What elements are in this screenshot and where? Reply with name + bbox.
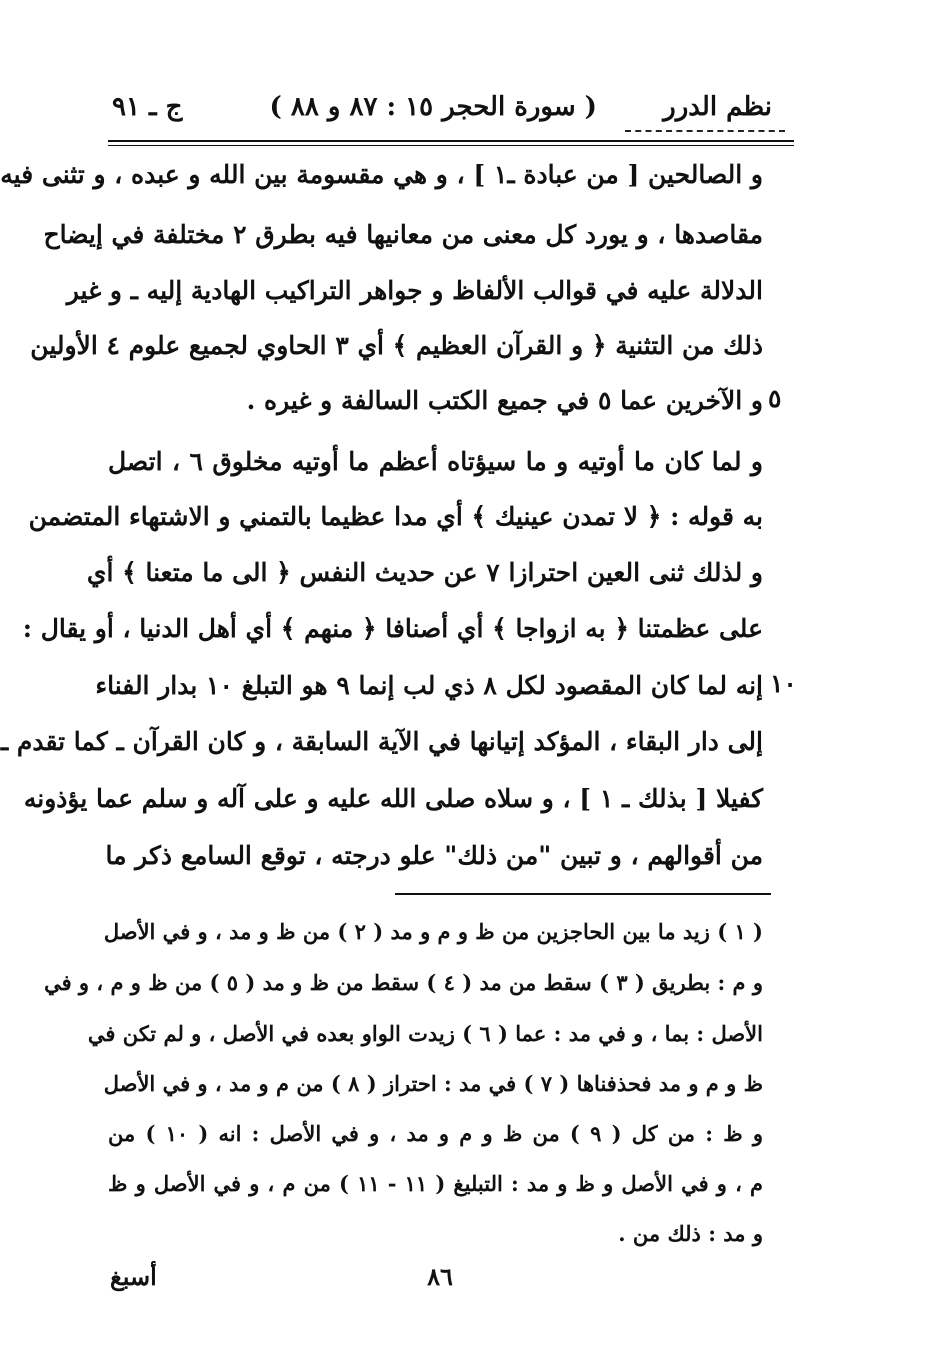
text-line: الدلالة عليه في قوالب الألفاظ و جواهر التراكيب الهادية إليه ـ و غير bbox=[66, 276, 763, 305]
part-number: ج ـ ٩١ bbox=[112, 92, 183, 122]
book-title: نظم الدرر bbox=[663, 92, 772, 122]
footnote-line: و مد : ذلك من . bbox=[618, 1221, 763, 1246]
text-line: على عظمتنا ﴿ به ازواجا ﴾ أي أصنافا ﴿ منهم ﴾ أي أهل الدنيا ، أو يقال : bbox=[22, 614, 763, 643]
text-line: إلى دار البقاء ، المؤكد إتيانها في الآية السابقة ، و كان القرآن ـ كما تقدم ـ bbox=[0, 727, 763, 756]
margin-line-number: ٥ bbox=[768, 384, 782, 413]
header-double-rule bbox=[108, 140, 794, 146]
footnote-line: و ظ : من كل ( ٩ ) من ظ و م و مد ، و في الأصل : انه ( ١٠ ) من bbox=[108, 1121, 763, 1146]
surah-reference: ( سورة الحجر ١٥ : ٨٧ و ٨٨ ) bbox=[269, 92, 597, 122]
footnote-line: ( ١ ) زيد ما بين الحاجزين من ظ و م و مد ( ٢ ) من ظ و مد ، و في الأصل bbox=[103, 919, 763, 944]
header-dashed-rule bbox=[625, 130, 785, 132]
text-line: من أقوالهم ، و تبين "من ذلك" علو درجته ، توقع السامع ذكر ما bbox=[105, 841, 763, 870]
page-number: ٨٦ bbox=[427, 1262, 453, 1291]
text-line: مقاصدها ، و يورد كل معنى من معانيها فيه بطرق ٢ مختلفة في إيضاح bbox=[43, 220, 763, 249]
text-line: ذلك من التثنية ﴿ و القرآن العظيم ﴾ أي ٣ الحاوي لجميع علوم ٤ الأولين bbox=[30, 331, 763, 360]
margin-line-number: ١٠ bbox=[770, 669, 797, 698]
text-line: و الصالحين [ من عبادة ـ١ ] ، و هي مقسومة بين الله و عبده ، و تثنى فيه bbox=[0, 160, 763, 189]
running-header bbox=[112, 92, 772, 132]
footnote-rule bbox=[395, 893, 771, 895]
text-line: كفيلا [ بذلك ـ ١ ] ، و سلاه صلى الله عليه و على آله و سلم عما يؤذونه bbox=[23, 784, 763, 813]
footnote-line: و م : بطريق ( ٣ ) سقط من مد ( ٤ ) سقط من ظ و مد ( ٥ ) من ظ و م ، و في bbox=[44, 970, 763, 995]
text-line: و لذلك ثنى العين احترازا ٧ عن حديث النفس ﴿ الى ما متعنا ﴾ أي bbox=[86, 558, 763, 587]
footnote-line: الأصل : بما ، و في مد : عما ( ٦ ) زيدت الواو بعده في الأصل ، و لم تكن في bbox=[87, 1021, 763, 1046]
footnote-line: ظ و م و مد فحذفناها ( ٧ ) في مد : احتراز ( ٨ ) من م و مد ، و في الأصل bbox=[103, 1071, 763, 1096]
text-line: إنه لما كان المقصود لكل ٨ ذي لب إنما ٩ هو التبلغ ١٠ بدار الفناء bbox=[95, 671, 763, 700]
catchword: أسبغ bbox=[110, 1262, 157, 1291]
footnote-line: م ، و في الأصل و ظ و مد : التبليغ ( ١١ - ١١ ) من م ، و في الأصل و ظ bbox=[108, 1171, 763, 1196]
text-line: و الآخرين عما ٥ في جميع الكتب السالفة و غيره . bbox=[246, 386, 763, 415]
text-line: به قوله : ﴿ لا تمدن عينيك ﴾ أي مدا عظيما بالتمني و الاشتهاء المتضمن bbox=[28, 502, 763, 531]
text-line: و لما كان ما أوتيه و ما سيؤتاه أعظم ما أوتيه مخلوق ٦ ، اتصل bbox=[108, 447, 763, 476]
